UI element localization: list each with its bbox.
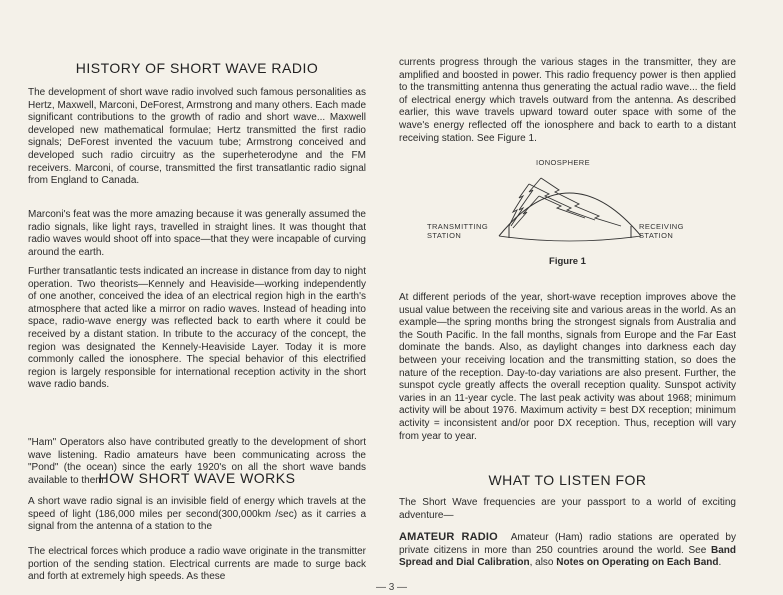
- heading-how-it-works: HOW SHORT WAVE WORKS: [98, 470, 296, 486]
- amateur-text-c: , also: [529, 557, 557, 569]
- paragraph-seasonal-reception: At different periods of the year, short-wave reception improves above the usual value between the receiving site and various areas in the world. As an example—the spring months bring the strongest signals from Australia and the South Pacific. In the fall months, signals from Europe and the Far East dominate the bands. Also, as daylight changes into darkness each day between your receiving location and the transmitting station, so does the nature of the reception. Day-to-day variations are also present. Further, the sunspot cycle greatly affects the overall reception quality. Sunspot activity varies in an 11-year cycle. The last peak activity was about 1968; minimum activity will be about 1976. Maximum activity = best DX reception; minimum activity = inconsistent and/or poor DX reception. Thus, reception will vary from year to year.: [399, 292, 736, 442]
- paragraph-how-2: The electrical forces which produce a radio wave originate in the transmitter portion of the sending station. Electrical currents are made to surge back and forth at extremely high speeds. As these: [28, 546, 366, 583]
- amateur-text-e: .: [718, 557, 722, 569]
- transmitting-station-label: TRANSMITTING STATION: [427, 222, 489, 240]
- notes-operating-reference: Notes on Operating on Each Band: [556, 557, 719, 569]
- ionosphere-label: IONOSPHERE: [536, 158, 591, 167]
- paragraph-history-3: Further transatlantic tests indicated an increase in distance from day to night operation. Two theorists—Kennely and Heaviside—working independently of one another, conceived the idea of an electrical region high in the earth's atmosphere that acted like a mirror on radio waves. Instead of heading into space, radio-wave energy was reflected back to earth where it could be received by a distant station. In tribute to the accuracy of the concept, the region was designated the Kennely-Heaviside Layer. Today it is more commonly called the ionosphere. The special behavior of this electrified region is largely responsible for international reception activity in the short wave radio bands.: [28, 266, 366, 391]
- amateur-radio-heading: AMATEUR RADIO: [399, 531, 498, 543]
- figure-1: [399, 160, 736, 270]
- paragraph-passport: The Short Wave frequencies are your passport to a world of exciting adventure—: [399, 497, 736, 521]
- paragraph-transmitter: currents progress through the various stages in the transmitter, they are amplified and boosted in power. This radio frequency power is then applied to the transmitting antenna thus generating the actual radio wave... the field of electrical energy which travels outward from the antenna. As described earlier, this wave travels upward toward outer space with some of the wave's energy reflected off the ionosphere and back to earth to a distant receiving station. See Figure 1.: [399, 57, 736, 144]
- heading-history: HISTORY OF SHORT WAVE RADIO: [75, 60, 319, 76]
- paragraph-how-1: A short wave radio signal is an invisible field of energy which travels at the speed of light (186,000 miles per second(300,000km /sec) as it carries a signal from the antenna of a station to the: [28, 496, 366, 533]
- paragraph-amateur-radio: [399, 531, 736, 570]
- receiving-station-label: RECEIVING STATION: [639, 222, 684, 240]
- page-number: — 3 —: [375, 582, 408, 593]
- paragraph-history-2: Marconi's feat was the more amazing because it was generally assumed the radio signals, like light rays, travelled in straight lines. It was thought that radio waves would shoot off into space—that they were incapable of curving around the earth.: [28, 209, 366, 258]
- paragraph-history-4: "Ham" Operators also have contributed greatly to the development of short wave listening. Radio amateurs have been communicating across the "Pond" (the ocean) since the early 1920's on all the short wave bands available to them.: [28, 437, 366, 486]
- paragraph-history-1: The development of short wave radio involved such famous personalities as Hertz, Maxwell, Marconi, DeForest, Armstrong and many others. Each made significant contributions to the growth of radio and short wave... Maxwell developed new mathematical formulae; Hertz transmitted the first radio signals; DeForest invented the vacuum tube; Armstrong conceived and developed such radio circuitry as the superheterodyne and the FM receivers. Marconi, of course, transmitted the first transatlantic radio signal from England to Canada.: [28, 87, 366, 187]
- heading-what-to-listen: WHAT TO LISTEN FOR: [488, 472, 647, 488]
- earth-arc: [499, 236, 641, 241]
- amateur-text-a: Amateur (Ham) radio stations are operated by private citizens in more than 250 countries around the world. See: [399, 532, 736, 556]
- band-spread-reference: Band Spread and Dial Calibration: [399, 544, 736, 569]
- figure-caption: Figure 1: [549, 256, 586, 267]
